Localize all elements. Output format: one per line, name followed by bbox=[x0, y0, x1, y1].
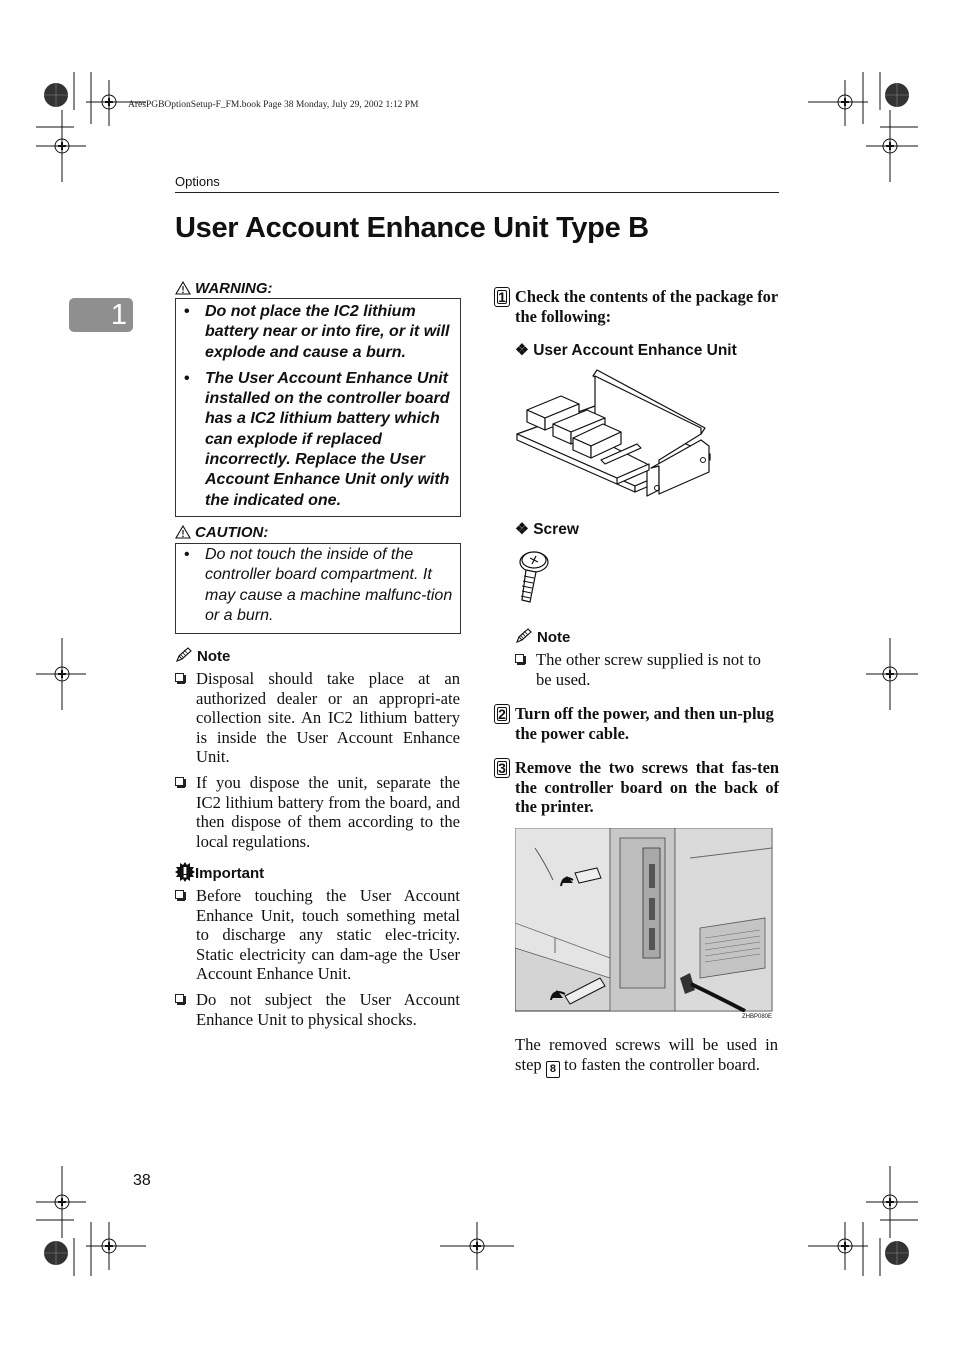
contents-label: Screw bbox=[533, 521, 579, 538]
caution-item: • Do not touch the inside of the controller board compartment. It may cause a machine malfunc-tion or a burn. bbox=[176, 545, 460, 626]
note-label-right: Note bbox=[537, 629, 571, 646]
list-item bbox=[175, 886, 460, 984]
important-item-text: Before touching the User Account Enhance Unit, touch something metal to discharge any static elec-tricity. Static electricity can dam-age the User Account Enhance Unit. bbox=[196, 886, 460, 984]
step-text: Check the contents of the package for the following: bbox=[515, 287, 778, 326]
caution-heading bbox=[175, 524, 268, 542]
caution-box bbox=[175, 543, 461, 634]
checkbox-icon bbox=[515, 654, 524, 663]
important-item-text: Do not subject the User Account Enhance Unit to physical shocks. bbox=[196, 989, 460, 1029]
contents-heading-unit bbox=[515, 341, 737, 360]
chapter-number: 1 bbox=[110, 299, 127, 331]
note-label-left: Note bbox=[197, 648, 231, 665]
important-heading bbox=[175, 862, 264, 883]
important-label: Important bbox=[195, 865, 265, 882]
contents-heading-screw bbox=[515, 520, 579, 539]
warning-box bbox=[175, 298, 461, 517]
note-list-left bbox=[175, 669, 460, 857]
step-number: 3 bbox=[494, 758, 510, 778]
step-number: 2 bbox=[494, 704, 510, 724]
checkbox-icon bbox=[175, 673, 184, 682]
note-heading-right bbox=[515, 628, 570, 647]
header-rule bbox=[175, 192, 779, 193]
after-figure-text bbox=[515, 1035, 778, 1078]
note-item-text: The other screw supplied is not to be used. bbox=[536, 650, 761, 689]
caution-triangle-icon bbox=[175, 525, 191, 539]
diamond-icon: ❖ bbox=[515, 342, 529, 359]
warning-label: WARNING: bbox=[195, 280, 273, 297]
screw-illustration bbox=[512, 548, 552, 608]
warning-triangle-icon bbox=[175, 281, 191, 295]
list-item bbox=[175, 669, 460, 767]
step-text: Turn off the power, and then un-plug the power cable. bbox=[515, 704, 774, 743]
warning-item: • The User Account Enhance Unit installed on the controller board has a IC2 lithium battery which can explode if replaced incorrectly. Replace the User Account Enhance Unit only with the indicated one. bbox=[176, 369, 460, 511]
important-icon bbox=[175, 862, 195, 882]
warning-heading bbox=[175, 280, 273, 298]
file-info: AresPGBOptionSetup-F_FM.book Page 38 Monday, July 29, 2002 1:12 PM bbox=[128, 100, 419, 110]
page-title: User Account Enhance Unit Type B bbox=[175, 212, 649, 244]
list-item bbox=[515, 650, 779, 689]
step-2 bbox=[498, 704, 779, 743]
chapter-tab bbox=[69, 298, 133, 332]
after-text-before: The removed screws will be used in step bbox=[515, 1035, 778, 1074]
note-list-right bbox=[515, 650, 779, 695]
list-item bbox=[175, 773, 460, 851]
printer-back-photo bbox=[515, 828, 773, 1012]
checkbox-icon bbox=[175, 777, 184, 786]
checkbox-icon bbox=[175, 890, 184, 899]
step-1 bbox=[498, 287, 779, 326]
pencil-icon bbox=[175, 647, 193, 663]
warning-item: • Do not place the IC2 lithium battery near or into fire, or it will explode and cause a burn. bbox=[176, 302, 460, 363]
important-list bbox=[175, 886, 460, 1035]
step-ref-8: 8 bbox=[546, 1061, 560, 1078]
caution-label: CAUTION: bbox=[195, 524, 269, 541]
running-header: Options bbox=[175, 174, 220, 189]
contents-label: User Account Enhance Unit bbox=[533, 342, 737, 359]
step-number: 1 bbox=[494, 287, 510, 307]
list-item bbox=[175, 990, 460, 1029]
note-heading-left bbox=[175, 647, 230, 666]
note-item-text: Disposal should take place at an authorized dealer or an appropri-ate collection site. An IC2 lithium battery is inside the User Account Enhance Unit. bbox=[196, 669, 460, 767]
pencil-icon bbox=[515, 628, 533, 644]
diamond-icon: ❖ bbox=[515, 521, 529, 538]
figure-code: ZHBP080E bbox=[742, 1014, 773, 1020]
step-3 bbox=[498, 758, 779, 817]
enhance-unit-illustration bbox=[515, 368, 715, 498]
page-number: 38 bbox=[133, 1172, 151, 1189]
after-text-after: to fasten the controller board. bbox=[564, 1054, 760, 1074]
note-item-text: If you dispose the unit, separate the IC2 lithium battery from the board, and then dispose of them according to the local regulations. bbox=[196, 772, 460, 851]
checkbox-icon bbox=[175, 994, 184, 1003]
step-text: Remove the two screws that fas-ten the controller board on the back of the printer. bbox=[515, 758, 779, 817]
